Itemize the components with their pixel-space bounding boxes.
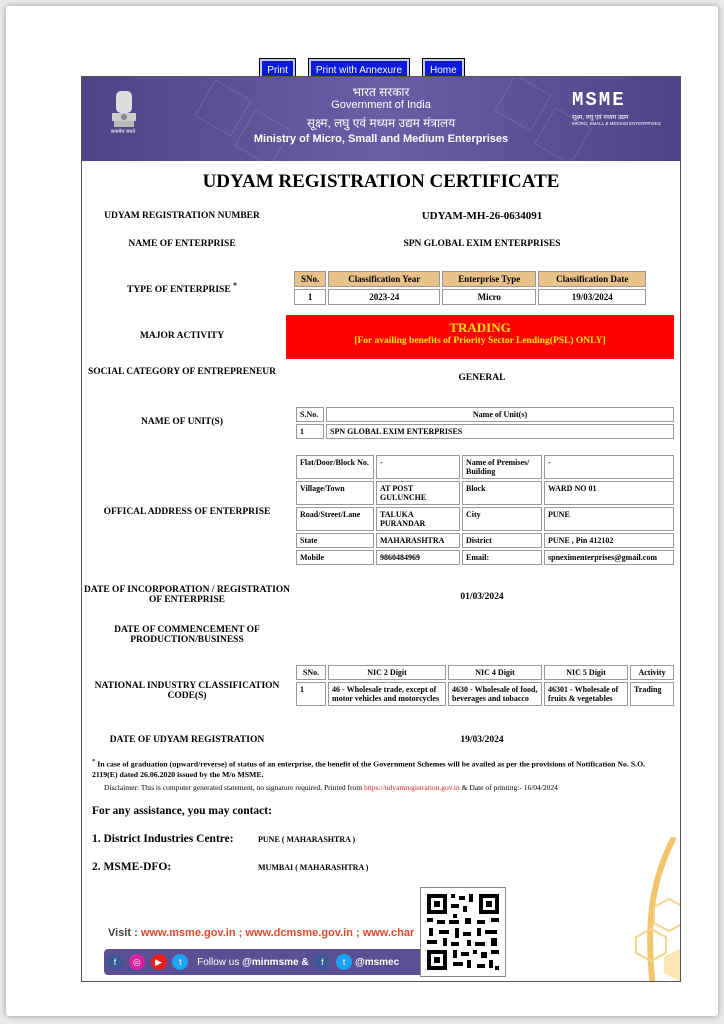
table-header: Classification Date: [538, 271, 646, 287]
assistance-heading: For any assistance, you may contact:: [92, 805, 272, 817]
table-header: SNo.: [294, 271, 326, 287]
flat-label: Flat/Door/Block No.: [296, 455, 374, 479]
table-cell: 1: [296, 424, 324, 439]
follow-text: Follow us: [197, 957, 240, 968]
enterprise-type-label: TYPE OF ENTERPRISE *: [127, 281, 237, 296]
village-label: Village/Town: [296, 481, 374, 505]
social-category-label: SOCIAL CATEGORY OF ENTREPRENEUR: [87, 367, 277, 377]
units-label: NAME OF UNIT(S): [141, 417, 223, 427]
registration-number-label: UDYAM REGISTRATION NUMBER: [104, 211, 260, 221]
table-cell: 4630 - Wholesale of food, beverages and tobacco: [448, 682, 542, 706]
premises-label: Name of Premises/ Building: [462, 455, 542, 479]
table-cell: Micro: [442, 289, 536, 305]
incorporation-date: 01/03/2024: [460, 592, 504, 602]
major-activity-box: [286, 315, 674, 359]
city-label: City: [462, 507, 542, 531]
youtube-icon[interactable]: ▶: [151, 954, 167, 970]
certificate-page: [6, 6, 718, 1016]
udyam-link[interactable]: https://udyamregistration.gov.in: [364, 783, 460, 792]
handle-msmec: @msmec: [354, 957, 400, 968]
table-cell: 1: [296, 682, 326, 706]
major-activity: TRADING: [449, 320, 511, 335]
certificate: [81, 76, 681, 982]
msme-logo: [572, 89, 664, 126]
government-title: Government of India: [331, 99, 431, 111]
facebook-icon[interactable]: f: [107, 954, 123, 970]
road-label: Road/Street/Lane: [296, 507, 374, 531]
table-header: SNo.: [296, 665, 326, 680]
website-links[interactable]: www.msme.gov.in ; www.dcmsme.gov.in ; www.char: [140, 927, 415, 939]
mobile-label: Mobile: [296, 550, 374, 565]
instagram-icon[interactable]: ◎: [129, 954, 145, 970]
state-value: MAHARASHTRA: [376, 533, 460, 548]
table-cell: 46 - Wholesale trade, except of motor vehicles and motorcycles: [328, 682, 446, 706]
table-header: Activity: [630, 665, 674, 680]
certificate-title: UDYAM REGISTRATION CERTIFICATE: [202, 171, 560, 192]
email-label: Email:: [462, 550, 542, 565]
hindi-government-title: भारत सरकार: [352, 85, 410, 99]
msme-logo-subtitle: MICRO, SMALL & MEDIUM ENTERPRISES: [572, 121, 661, 126]
print-button[interactable]: Print: [260, 59, 295, 82]
nic-label: NATIONAL INDUSTRY CLASSIFICATION CODE(S): [94, 681, 280, 701]
block-label: Block: [462, 481, 542, 505]
commencement-date-label: DATE OF COMMENCEMENT OF PRODUCTION/BUSINESS: [114, 625, 260, 645]
table-cell: 1: [294, 289, 326, 305]
incorporation-date-label: DATE OF INCORPORATION / REGISTRATION OF ENTERPRISE: [83, 585, 291, 605]
table-cell: 19/03/2024: [538, 289, 646, 305]
enterprise-name-label: NAME OF ENTERPRISE: [128, 239, 236, 249]
district-label: District: [462, 533, 542, 548]
mobile-value: 9860484969: [376, 550, 460, 565]
table-cell: 46301 - Wholesale of fruits & vegetables: [544, 682, 628, 706]
visit-line: Visit : www.msme.gov.in ; www.dcmsme.gov.in ; www.char: [108, 927, 415, 939]
registration-number: UDYAM-MH-26-0634091: [421, 210, 543, 222]
facebook-icon[interactable]: f: [314, 954, 330, 970]
table-cell: Trading: [630, 682, 674, 706]
address-label: OFFICAL ADDRESS OF ENTERPRISE: [103, 507, 271, 517]
enterprise-name: SPN GLOBAL EXIM ENTERPRISES: [403, 239, 561, 249]
table-header: NIC 2 Digit: [328, 665, 446, 680]
major-activity-label: MAJOR ACTIVITY: [139, 331, 225, 341]
emblem-caption: सत्यमेव जयते: [110, 129, 136, 135]
district-value: PUNE , Pin 412102: [544, 533, 674, 548]
table-header: NIC 5 Digit: [544, 665, 628, 680]
handle-minmsme: @minmsme &: [242, 957, 309, 968]
ministry-title: Ministry of Micro, Small and Medium Enterprises: [253, 133, 509, 145]
table-header: Enterprise Type: [442, 271, 536, 287]
twitter-icon[interactable]: t: [336, 954, 352, 970]
dic-value: PUNE ( MAHARASHTRA ): [258, 835, 356, 844]
dfo-value: MUMBAI ( MAHARASHTRA ): [258, 863, 369, 872]
twitter-icon[interactable]: t: [172, 954, 188, 970]
social-category: GENERAL: [458, 373, 506, 383]
table-header: Name of Unit(s): [326, 407, 674, 422]
hexagon-decoration-icon: [624, 837, 681, 982]
village-value: AT POST GULUNCHE: [376, 481, 460, 505]
block-value: WARD NO 01: [544, 481, 674, 505]
premises-value: -: [544, 455, 674, 479]
msme-logo-hindi: सूक्ष्म, लघु एवं मध्यम उद्यम: [572, 115, 629, 121]
table-header: S.No.: [296, 407, 324, 422]
print-with-annexure-button[interactable]: Print with Annexure: [309, 59, 409, 82]
social-bar: [104, 949, 424, 975]
email-value: spneximenterprises@gmail.com: [544, 550, 674, 565]
hindi-ministry-title: सूक्ष्म, लघु एवं मध्यम उद्यम मंत्रालय: [306, 116, 456, 130]
road-value: TALUKA PURANDAR: [376, 507, 460, 531]
table-header: NIC 4 Digit: [448, 665, 542, 680]
qr-code-icon: [420, 887, 506, 977]
home-button[interactable]: Home: [423, 59, 464, 82]
major-activity-note: [For availing benefits of Priority Sector Lending(PSL) ONLY]: [354, 336, 606, 346]
ministry-banner: [82, 77, 680, 161]
msme-logo-text: MSME: [572, 89, 626, 111]
disclaimer: Disclaimer: This is computer generated statement, no signature required. Printed from https://udyamregistration.gov.in & Date of printing:- 16/04/2024: [104, 783, 558, 792]
classification-table: [292, 269, 648, 307]
udyam-date: 19/03/2024: [460, 735, 504, 745]
table-cell: 2023-24: [328, 289, 440, 305]
address-table: [294, 453, 676, 567]
flat-value: -: [376, 455, 460, 479]
udyam-date-label: DATE OF UDYAM REGISTRATION: [109, 735, 265, 745]
nic-table: [294, 663, 676, 708]
graduation-note: * In case of graduation (upward/reverse) of status of an enterprise, the benefit of the Government Schemes will be availed as per the provisions of Notification No. S.O. 2119(E) dated 26.06.2020 issued by the M/o MSME.: [92, 758, 646, 779]
table-cell: SPN GLOBAL EXIM ENTERPRISES: [326, 424, 674, 439]
city-value: PUNE: [544, 507, 674, 531]
dfo-label: 2. MSME-DFO:: [92, 861, 172, 873]
table-header: Classification Year: [328, 271, 440, 287]
state-label: State: [296, 533, 374, 548]
dic-label: 1. District Industries Centre:: [92, 833, 234, 845]
units-table: [294, 405, 676, 441]
